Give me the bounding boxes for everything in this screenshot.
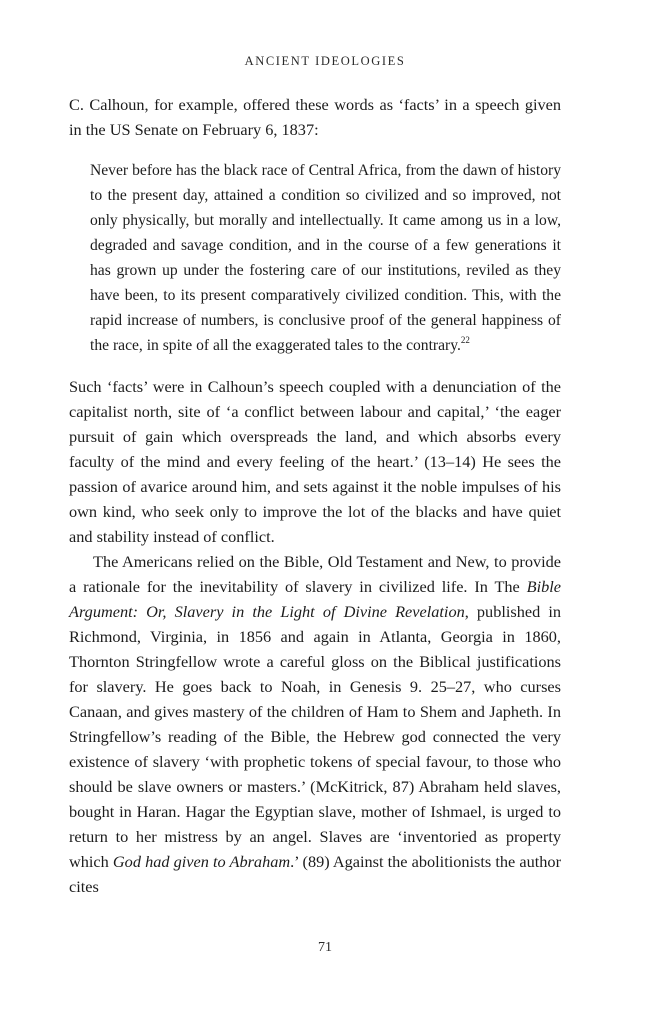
block-quote-text: Never before has the black race of Central Africa, from the dawn of history to the present day, attained a condition so civilized and so improved, not only physically, but morally and intellectually. It came among us in a low, degraded and savage condition, and in the course of a few generations it has grown up under the fostering care of our institutions, reviled as they have been, to its present comparatively civilized condition. This, with the rapid increase of numbers, is conclusive proof of the general happiness of the race, in spite of all the exaggerated tales to the contrary. [90, 162, 561, 354]
body-text [69, 92, 561, 899]
paragraph-bible-part1: The Americans relied on the Bible, Old Testament and New, to provide a rationale for the inevitability of slavery in civilized life. In The [69, 552, 561, 596]
paragraph-bible [69, 549, 561, 899]
block-quote [90, 158, 561, 358]
running-head: ANCIENT IDEOLOGIES [244, 54, 406, 68]
paragraph-bible-part2: , published in Richmond, Virginia, in 1856 and again in Atlanta, Georgia in 1860, Thornton Stringfellow wrote a careful gloss on the Biblical justifications for slavery. He goes back to Noah, in Genesis 9. 25–27, who curses Canaan, and gives mastery of the children of Ham to Shem and Japheth. In Stringfellow’s reading of the Bible, the Hebrew god connected the very existence of slavery ‘with prophetic tokens of special favour, to those who should be slave owners or masters.’ (McKitrick, 87) Abraham held slaves, bought in Haran. Hagar the Egyptian slave, mother of Ishmael, is urged to return to her mistress by an angel. Slaves are ‘inventoried as property which [69, 602, 562, 871]
page-number: 71 [318, 940, 332, 955]
paragraph-intro: C. Calhoun, for example, offered these words as ‘facts’ in a speech given in the US Senate on February 6, 1837: [69, 95, 561, 139]
book-title: Bible Argument: Or, Slavery in the Light of Divine Revelation [69, 577, 561, 621]
paragraph-bible-part3: .’ (89) Against the abolitionists the author cites [69, 852, 561, 896]
footnote-marker[interactable]: 22 [460, 335, 470, 345]
paragraph-calhoun: Such ‘facts’ were in Calhoun’s speech coupled with a denunciation of the capitalist north, site of ‘a conflict between labour and capital,’ ‘the eager pursuit of gain which overspreads the land, and which absorbs every faculty of the mind and every feeling of the heart.’ (13–14) He sees the passion of avarice around him, and sets against it the noble impulses of his own kind, who seek only to improve the lot of the blacks and have quiet and stability instead of conflict. [69, 377, 561, 546]
italic-quote: God had given to Abraham [112, 852, 291, 871]
